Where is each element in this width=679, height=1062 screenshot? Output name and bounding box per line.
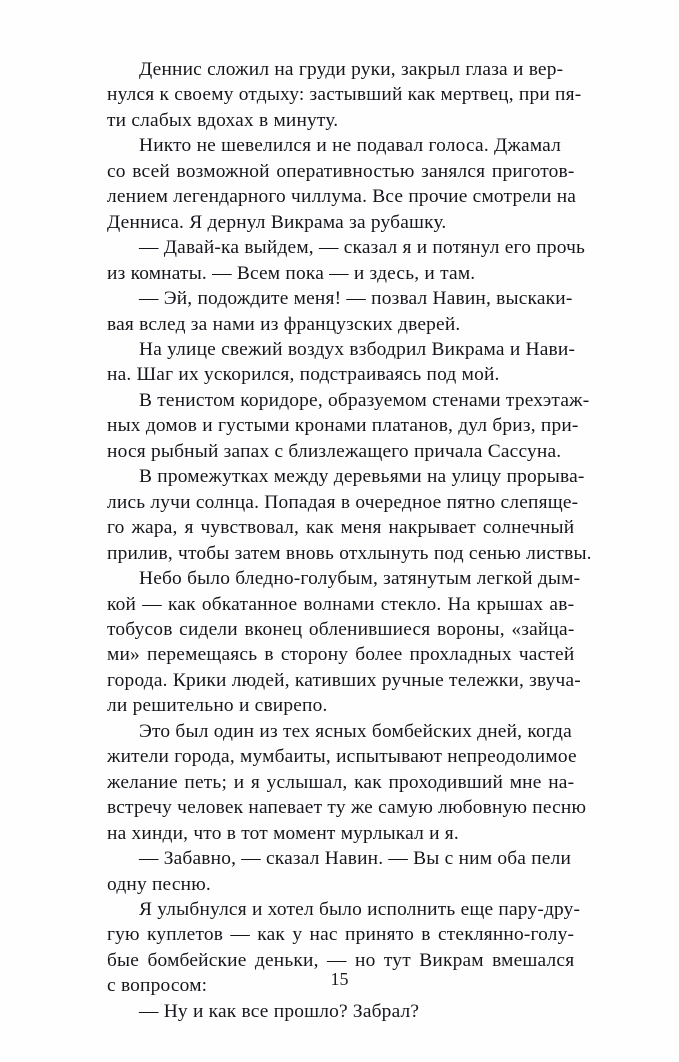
- paragraph: [107, 133, 575, 235]
- text-line: встречу человек напевает ту же самую любовную песню: [107, 797, 587, 819]
- paragraph: [107, 999, 575, 1024]
- text-line: — Ну и как все прошло? Забрал?: [139, 1000, 420, 1022]
- text-line: жители города, мумбаиты, испытывают непреодолимое: [107, 746, 577, 768]
- text-line: го жара, я чувствовал, как меня накрывает солнечный: [107, 517, 575, 539]
- text-line: из комнаты. — Всем пока — и здесь, и там.: [107, 262, 476, 284]
- paragraph: [107, 337, 575, 388]
- text-line: В промежутках между деревьями на улицу прорыва-: [139, 466, 585, 488]
- page-number: 15: [330, 969, 349, 989]
- paragraph: [107, 846, 575, 897]
- text-line: Я улыбнулся и хотел было исполнить еще пару-дру-: [139, 898, 581, 920]
- text-line: с вопросом:: [107, 975, 208, 997]
- text-line: Деннис сложил на груди руки, закрыл глаза и вер-: [139, 59, 564, 80]
- paragraph: [107, 719, 587, 846]
- text-line: тобусов сидели вконец обленившиеся вороны, «зайца-: [107, 618, 575, 640]
- text-line: нулся к своему отдыху: застывший как мертвец, при пя-: [107, 84, 582, 106]
- paragraph: [107, 566, 581, 719]
- text-line: лением легендарного чиллума. Все прочие смотрели на: [107, 186, 577, 208]
- text-line: ли решительно и свирепо.: [107, 695, 328, 717]
- text-line: желание петь; и я услышал, как проходивший мне на-: [107, 771, 575, 793]
- text-line: со всей возможной оперативностью занялся приготов-: [107, 160, 575, 182]
- paragraph: [107, 235, 586, 286]
- paragraph: [107, 286, 575, 337]
- text-line: одну песню.: [107, 873, 211, 895]
- text-line: ми» перемещаясь в сторону более прохладных частей: [107, 644, 575, 666]
- text-line: города. Крики людей, кативших ручные тележки, звуча-: [107, 669, 581, 691]
- page-text-body: [107, 57, 592, 1024]
- text-line: Небо было бледно-голубым, затянутым легкой дым-: [139, 568, 581, 590]
- text-line: Это был один из тех ясных бомбейских дней, когда: [139, 720, 572, 742]
- text-line: лись лучи солнца. Попадая в очередное пятно слепяще-: [107, 491, 579, 513]
- text-line: В тенистом коридоре, образуемом стенами трехэтаж-: [139, 389, 590, 411]
- text-line: бые бомбейские деньки, — но тут Викрам вмешался: [107, 949, 575, 971]
- paragraph: [107, 57, 582, 133]
- text-line: — Эй, подождите меня! — позвал Навин, выскаки-: [139, 288, 573, 310]
- text-line: Никто не шевелился и не подавал голоса. Джамал: [139, 135, 562, 157]
- text-line: на хинди, что в тот момент мурлыкал и я.: [107, 822, 459, 844]
- text-line: — Давай-ка выйдем, — сказал я и потянул его прочь: [139, 237, 586, 259]
- text-line: нося рыбный запах с близлежащего причала Сассуна.: [107, 440, 562, 462]
- paragraph: [107, 464, 592, 566]
- text-line: На улице свежий воздух взбодрил Викрама и Нави-: [139, 338, 576, 360]
- text-line: ных домов и густыми кронами платанов, дул бриз, при-: [107, 415, 579, 437]
- text-line: прилив, чтобы затем вновь отхлынуть под сенью листвы.: [107, 542, 592, 564]
- text-line: Денниса. Я дернул Викрама за рубашку.: [107, 211, 447, 233]
- text-line: вая вслед за нами из французских дверей.: [107, 313, 461, 335]
- text-line: — Забавно, — сказал Навин. — Вы с ним оба пели: [139, 848, 572, 870]
- text-line: на. Шаг их ускорился, подстраиваясь под мой.: [107, 364, 500, 386]
- paragraph: [107, 388, 590, 464]
- text-line: ти слабых вдохах в минуту.: [107, 109, 339, 131]
- text-line: кой — как обкатанное волнами стекло. На крышах ав-: [107, 593, 575, 615]
- text-line: гую куплетов — как у нас принято в стеклянно-голу-: [107, 924, 575, 946]
